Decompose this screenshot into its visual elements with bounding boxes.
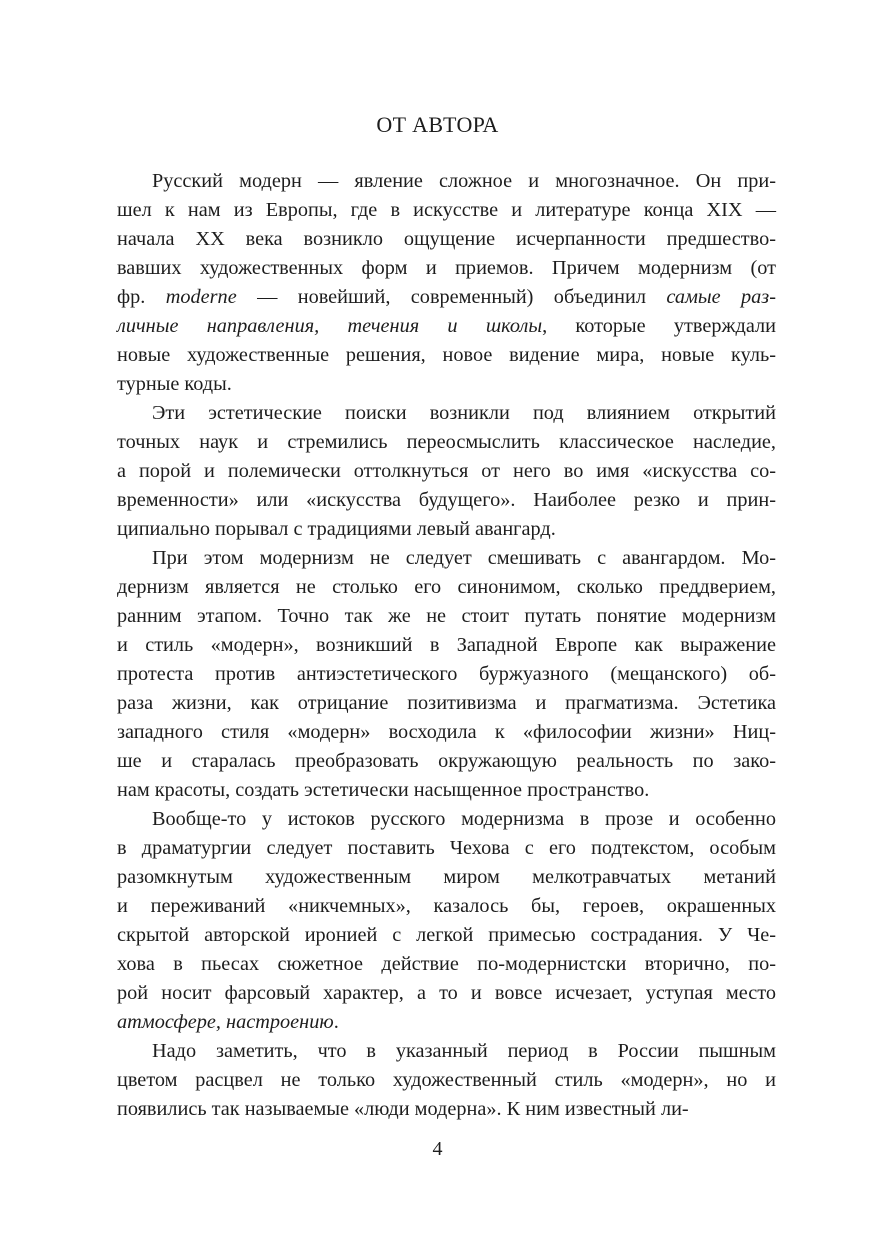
text-line: [117, 486, 776, 515]
text-run: дернизм является не столько его синонимом, сколько преддверием,: [117, 576, 776, 598]
italic-text: личные направления, течения и школы: [117, 315, 543, 337]
text-run: в драматургии следует поставить Чехова с его подтекстом, особым: [117, 837, 776, 859]
text-run: ципиально порывал с традициями левый авангард.: [117, 518, 556, 540]
text-line: [117, 718, 776, 747]
text-run: и стиль «модерн», возникший в Западной Европе как выражение: [117, 634, 776, 656]
text-line: [117, 544, 776, 573]
text-run: Эти эстетические поиски возникли под влиянием открытий: [152, 402, 776, 424]
page-number: 4: [432, 1138, 443, 1160]
text-run: и переживаний «никчемных», казалось бы, героев, окрашенных: [117, 895, 776, 917]
paragraph: [117, 1037, 776, 1124]
text-run: рой носит фарсовый характер, а то и вовсе исчезает, уступая место: [117, 982, 776, 1004]
text-line: [117, 341, 776, 370]
text-line: [117, 1066, 776, 1095]
text-line: [117, 834, 776, 863]
text-run: цветом расцвел не только художественный стиль «модерн», но и: [117, 1069, 776, 1091]
text-run: турные коды.: [117, 373, 232, 395]
text-run: шел к нам из Европы, где в искусстве и литературе конца XIX —: [117, 199, 776, 221]
text-run: точных наук и стремились переосмыслить классическое наследие,: [117, 431, 776, 453]
body-text: [117, 167, 776, 1124]
text-run: .: [333, 1011, 339, 1033]
text-line: [117, 863, 776, 892]
text-line: [117, 689, 776, 718]
text-run: скрытой авторской иронией с легкой примесью сострадания. У Че-: [117, 924, 776, 946]
text-run: , которые утверждали: [542, 315, 776, 337]
text-run: временности» или «искусства будущего». Наиболее резко и прин-: [117, 489, 776, 511]
paragraph: [117, 167, 776, 399]
text-run: ше и старалась преобразовать окружающую реальность по зако-: [117, 750, 776, 772]
text-run: ранним этапом. Точно так же не стоит путать понятие модернизм: [117, 605, 776, 627]
text-line: [117, 776, 776, 805]
text-line: [117, 283, 776, 312]
text-run: вавших художественных форм и приемов. Причем модернизм (от: [117, 257, 776, 279]
text-run: новые художественные решения, новое видение мира, новые куль-: [117, 344, 776, 366]
text-line: [117, 196, 776, 225]
text-line: [117, 457, 776, 486]
text-line: [117, 573, 776, 602]
text-run: появились так называемые «люди модерна». К ним известный ли-: [117, 1098, 689, 1120]
text-line: [117, 950, 776, 979]
text-line: [117, 921, 776, 950]
text-line: [117, 892, 776, 921]
text-run: Надо заметить, что в указанный период в России пышным: [152, 1040, 776, 1062]
text-line: [117, 225, 776, 254]
text-run: раза жизни, как отрицание позитивизма и прагматизма. Эстетика: [117, 692, 776, 714]
text-line: [117, 1095, 776, 1124]
text-line: [117, 979, 776, 1008]
text-run: разомкнутым художественным миром мелкотравчатых метаний: [117, 866, 776, 888]
paragraph: [117, 805, 776, 1037]
text-run: — новейший, современный) объединил: [236, 286, 667, 308]
text-line: [117, 428, 776, 457]
text-run: фр.: [117, 286, 166, 308]
text-run: При этом модернизм не следует смешивать с авангардом. Мо-: [152, 547, 776, 569]
text-run: начала XX века возникло ощущение исчерпанности предшество-: [117, 228, 776, 250]
text-line: [117, 747, 776, 776]
text-line: [117, 1037, 776, 1066]
text-line: [117, 602, 776, 631]
text-line: [117, 254, 776, 283]
text-line: [117, 1008, 776, 1037]
text-line: [117, 805, 776, 834]
text-run: Вообще-то у истоков русского модернизма в прозе и особенно: [152, 808, 776, 830]
text-line: [117, 515, 776, 544]
text-run: Русский модерн — явление сложное и многозначное. Он при-: [152, 170, 776, 192]
text-line: [117, 312, 776, 341]
text-line: [117, 399, 776, 428]
text-line: [117, 167, 776, 196]
text-line: [117, 660, 776, 689]
text-line: [117, 631, 776, 660]
text-run: нам красоты, создать эстетически насыщенное пространство.: [117, 779, 650, 801]
text-run: западного стиля «модерн» восходила к «философии жизни» Ниц-: [117, 721, 776, 743]
italic-text: самые раз-: [666, 286, 776, 308]
italic-text: moderne: [165, 286, 237, 308]
paragraph: [117, 544, 776, 805]
italic-text: атмосфере, настроению: [117, 1011, 334, 1033]
page-title: ОТ АВТОРА: [376, 112, 499, 137]
text-run: а порой и полемически оттолкнуться от него во имя «искусства со-: [117, 460, 776, 482]
text-line: [117, 370, 776, 399]
text-run: хова в пьесах сюжетное действие по-модернистски вторично, по-: [117, 953, 776, 975]
text-run: протеста против антиэстетического буржуазного (мещанского) об-: [117, 663, 776, 685]
paragraph: [117, 399, 776, 544]
